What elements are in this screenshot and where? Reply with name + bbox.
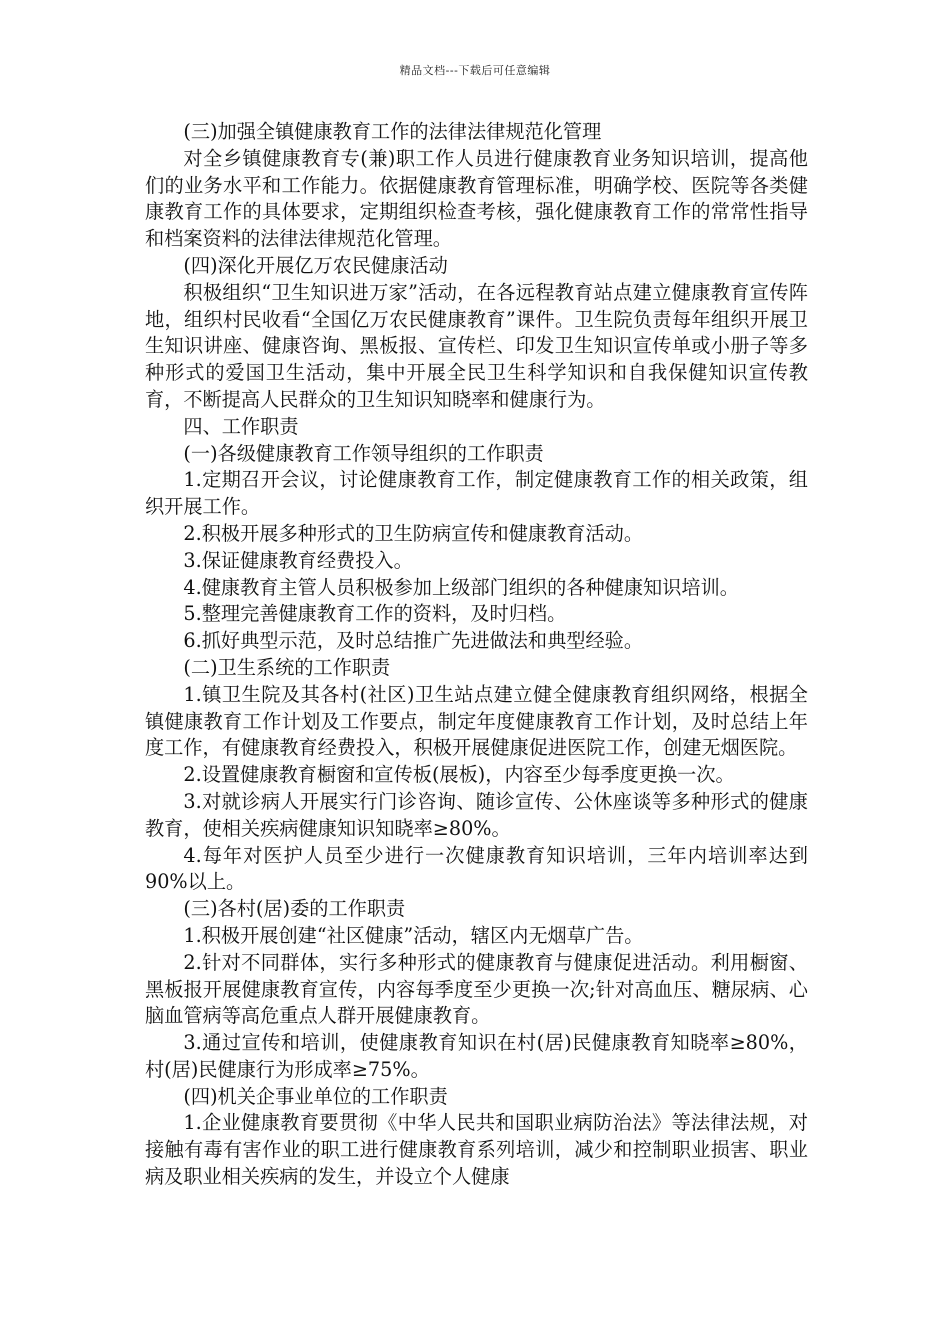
list-item: 4.每年对医护人员至少进行一次健康教育知识培训，三年内培训率达到90%以上。: [145, 843, 808, 894]
section-heading: (一)各级健康教育工作领导组织的工作职责: [183, 441, 544, 465]
list-item: 1.镇卫生院及其各村(社区)卫生站点建立健全健康教育组织网络，根据全镇健康教育工作计划及工作要点，制定年度健康教育工作计划，及时总结上年度工作，有健康教育经费投入，积极开展健康促进医院工作，创建无烟医院。: [145, 682, 808, 760]
list-item: 3.保证健康教育经费投入。: [183, 548, 413, 572]
section-heading: (三)加强全镇健康教育工作的法律法律规范化管理: [183, 120, 602, 143]
section-heading: (三)各村(居)委的工作职责: [183, 897, 406, 921]
list-item: 2.积极开展多种形式的卫生防病宣传和健康教育活动。: [183, 521, 644, 545]
list-item: 1.积极开展创建“社区健康”活动，辖区内无烟草广告。: [183, 923, 644, 947]
list-item: 2.针对不同群体，实行多种形式的健康教育与健康促进活动。利用橱窗、黑板报开展健康教育宣传，内容每季度至少更换一次;针对高血压、糖尿病、心脑血管病等高危重点人群开展健康教育。: [145, 950, 808, 1028]
list-item: 1.企业健康教育要贯彻《中华人民共和国职业病防治法》等法律法规，对接触有毒有害作业的职工进行健康教育系列培训，减少和控制职业损害、职业病及职业相关疾病的发生，并设立个人健康: [145, 1111, 808, 1189]
page-header: 精品文档---下载后可任意编辑: [399, 64, 551, 77]
list-item: 2.设置健康教育橱窗和宣传板(展板)，内容至少每季度更换一次。: [183, 763, 735, 787]
list-item: 4.健康教育主管人员积极参加上级部门组织的各种健康知识培训。: [183, 575, 739, 599]
paragraph: 积极组织“卫生知识进万家”活动，在各远程教育站点建立健康教育宣传阵地，组织村民收看“全国亿万农民健康教育”课件。卫生院负责每年组织开展卫生知识讲座、健康咨询、黑板报、宣传栏、印发卫生知识宣传单或小册子等多种形式的爱国卫生活动，集中开展全民卫生科学知识和自我保健知识宣传教育，不断提高人民群众的卫生知识知晓率和健康行为。: [145, 280, 808, 411]
list-item: 1.定期召开会议，讨论健康教育工作，制定健康教育工作的相关政策，组织开展工作。: [145, 468, 808, 519]
list-item: 3.通过宣传和培训，使健康教育知识在村(居)民健康教育知晓率≥80%，村(居)民健康行为形成率≥75%。: [145, 1031, 808, 1081]
chapter-heading: 四、工作职责: [183, 414, 299, 438]
section-heading: (四)深化开展亿万农民健康活动: [183, 253, 448, 277]
section-heading: (二)卫生系统的工作职责: [183, 655, 391, 679]
document-body: [145, 119, 808, 1191]
list-item: 6.抓好典型示范，及时总结推广先进做法和典型经验。: [183, 629, 644, 653]
section-heading: (四)机关企事业单位的工作职责: [183, 1084, 448, 1108]
list-item: 3.对就诊病人开展实行门诊咨询、随诊宣传、公休座谈等多种形式的健康教育，使相关疾病健康知识知晓率≥80%。: [145, 789, 808, 840]
list-item: 5.整理完善健康教育工作的资料，及时归档。: [183, 602, 567, 626]
paragraph: 对全乡镇健康教育专(兼)职工作人员进行健康教育业务知识培训，提高他们的业务水平和工作能力。依据健康教育管理标准，明确学校、医院等各类健康教育工作的具体要求，定期组织检查考核，强化健康教育工作的常常性指导和档案资料的法律法律规范化管理。: [145, 146, 808, 251]
